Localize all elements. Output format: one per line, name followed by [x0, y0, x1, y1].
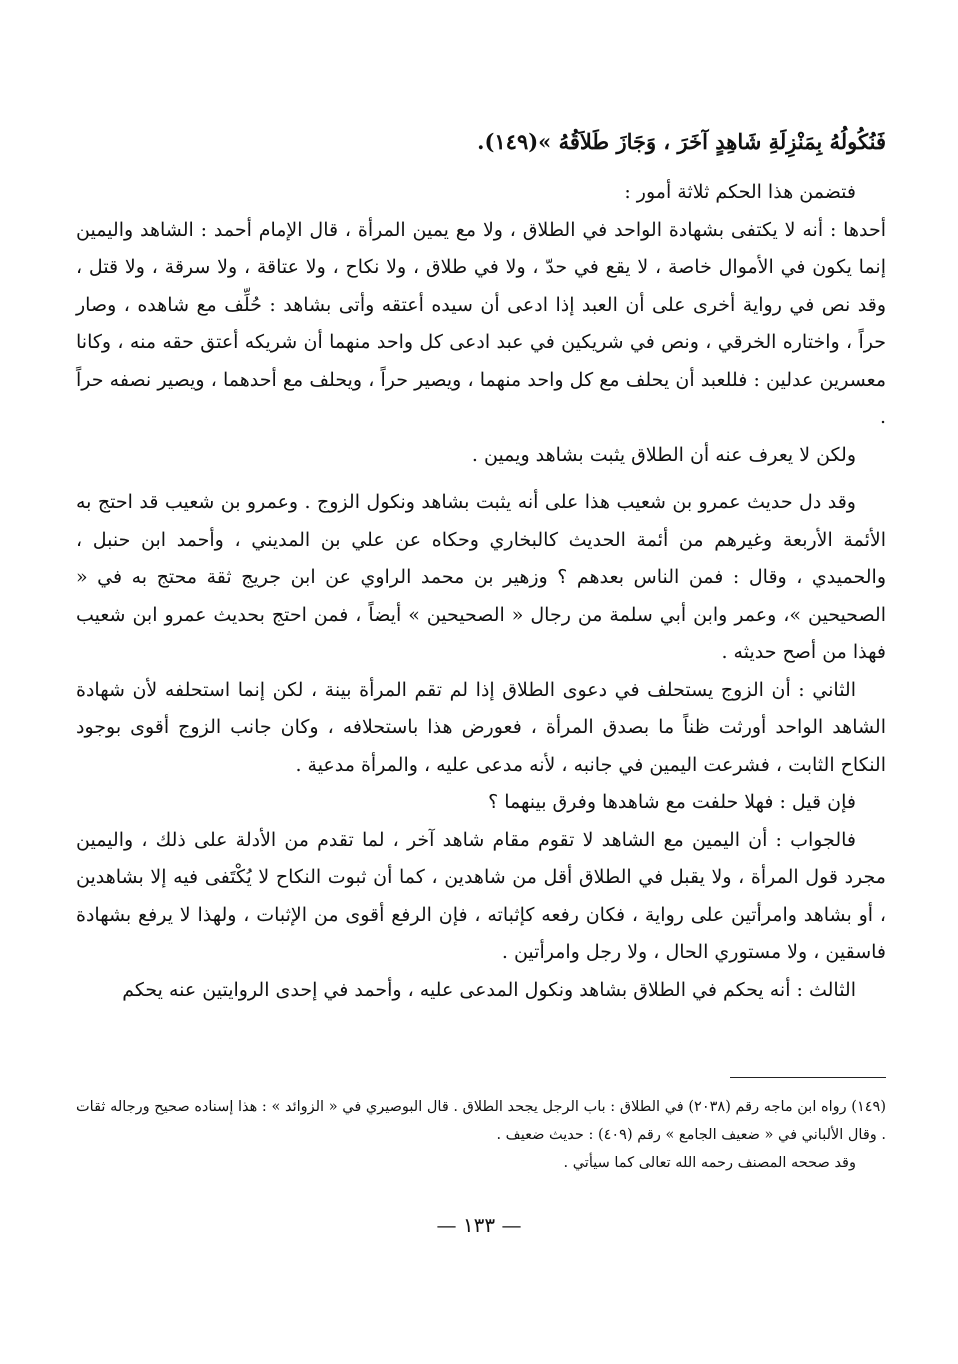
footnote-divider	[730, 1077, 886, 1078]
footnote-149: (١٤٩) رواه ابن ماجه رقم (٢٠٣٨) في الطلاق : باب الرجل يجحد الطلاق . قال البوصيري في « الزوائد » : هذا إسناده صحيح ورجاله ثقات . وقال الألباني في « ضعيف الجامع » رقم (٤٠٩) : حديث ضعيف .	[76, 1099, 886, 1143]
intro-paragraph: فتضمن هذا الحكم ثلاثة أمور :	[624, 181, 856, 203]
hadith-paragraph: وقد دل حديث عمرو بن شعيب هذا على أنه يثبت بشاهد ونكول الزوج . وعمرو بن شعيب قد احتج به الأئمة الأربعة وغيرهم من أئمة الحديث كالبخاري وحكاه عن علي بن المديني ، وأحمد ابن حنبل ، والحميدي ، وقال : فمن الناس بعدهم ؟ وزهير بن محمد الراوي عن ابن جريج ثقة محتج به في « الصحيحين »، وعمر وابن أبي سلمة من رجال « الصحيحين » أيضاً ، فمن احتج بحديث عمرو ابن شعيب فهذا من أصح حديثه .	[76, 491, 886, 663]
footnote-continuation: وقد صححه المصنف رحمه الله تعالى كما سيأتي .	[563, 1155, 856, 1171]
second-point-paragraph: الثاني : أن الزوج يستحلف في دعوى الطلاق إذا لم تقم المرأة بينة ، لكن إنما استحلفه لأن شهادة الشاهد الواحد أورثت ظناً ما بصدق المرأة ، فعورض هذا باستحلافه ، وكان جانب الزوج أقوى بوجود النكاح الثابت ، فشرعت اليمين في جانبه ، لأنه مدعى عليه ، والمرأة مدعية .	[76, 678, 886, 776]
main-text	[76, 174, 886, 1009]
third-point-paragraph: الثالث : أنه يحكم في الطلاق بشاهد ونكول المدعى عليه ، وأحمد في إحدى الروايتين عنه يحكم	[122, 978, 856, 1001]
first-point-note: ولكن لا يعرف عنه أن الطلاق يثبت بشاهد ويمين .	[471, 443, 856, 466]
page-number: — ١٣٣ —	[436, 1213, 522, 1237]
answer-paragraph: فالجواب : أن اليمين مع الشاهد لا تقوم مقام شاهد آخر ، لما تقدم من الأدلة على ذلك ، واليمين مجرد قول المرأة ، ولا يقبل في الطلاق أقل من شاهدين ، كما أن ثبوت النكاح لا يُكْتَفى فيه إلا بشاهدين ، أو بشاهد وامرأتين على رواية ، فكان رفعه كإثباته ، فإن الرفع أقوى من الإثبات ، ولهذا لا يرفع بشهادة فاسقين ، ولا مستوري الحال ، ولا رجل وامرأتين .	[76, 828, 886, 963]
hadith-quote: فَنُكُولُهُ بِمَنْزِلَةِ شَاهِدٍ آخَرَ ، وَجَازَ طَلاَقُهُ »(١٤٩).	[477, 129, 886, 154]
first-point-paragraph: أحدها : أنه لا يكتفى بشهادة الواحد في الطلاق ، ولا مع يمين المرأة ، قال الإمام أحمد : الشاهد واليمين إنما يكون في الأموال خاصة ، لا يقع في حدّ ، ولا في طلاق ، ولا نكاح ، ولا عتاقة ، ولا سرقة ، ولا قتل ، وقد نص في رواية أخرى على أن العبد إذا ادعى أن سيده أعتقه وأتى بشاهد : حُلِّف مع شاهده ، وصار حراً ، واختاره الخرقي ، ونص في شريكين في عبد ادعى كل واحد منهما أن شريكه أعتق حقه منه ، وكانا معسرين عدلين : فللعبد أن يحلف مع كل واحد منهما ، ويصير حراً ، ويحلف مع أحدهما ، ويصير نصفه حراً .	[76, 218, 886, 428]
question-paragraph: فإن قيل : فهلا حلفت مع شاهدها وفرق بينهما ؟	[488, 791, 856, 813]
footnotes	[76, 1093, 886, 1177]
